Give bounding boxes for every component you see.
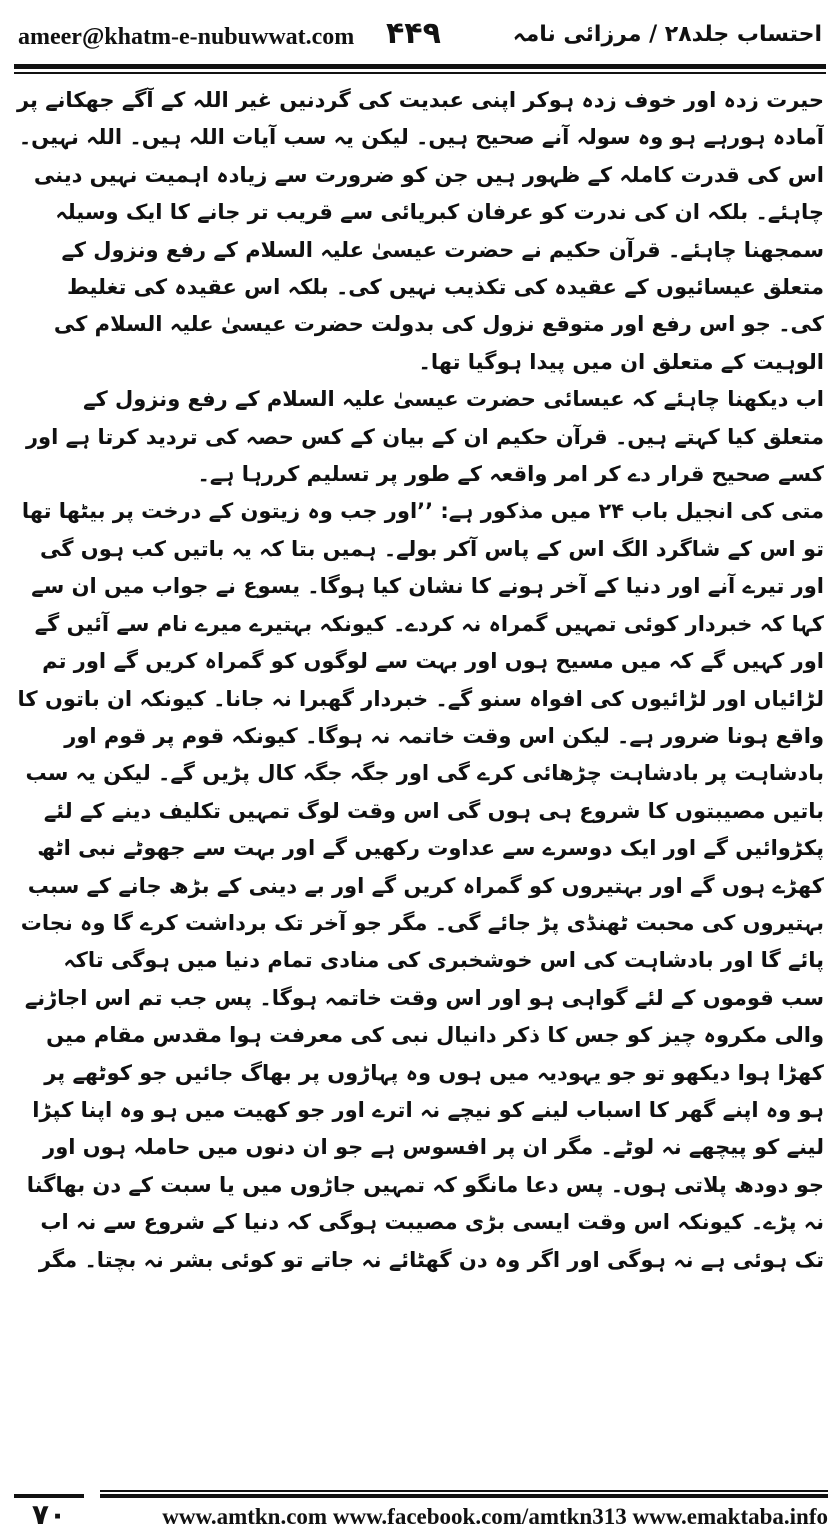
footer-links: www.amtkn.com www.facebook.com/amtkn313 www.emaktaba.info (162, 1504, 828, 1529)
footer-page-number: ۷۰ (14, 1494, 84, 1532)
header-rule-thick (14, 64, 826, 69)
footer-rule-thin (100, 1490, 828, 1492)
book-title: احتساب جلد۲۸ / مرزائی نامہ (512, 22, 822, 47)
paragraph-3: متی کی انجیل باب ۲۴ میں مذکور ہے: ’’اور جب وہ زیتون کے درخت پر بیٹھا تھا تو اس کے شاگرد الگ اس کے پاس آکر بولے۔ ہمیں بتا کہ یہ باتیں کب ہوں گی اور تیرے آنے اور دنیا کے آخر ہونے کا نشان کیا ہوگا۔ یسوع نے جواب میں ان سے کہا کہ خبردار کوئی تمہیں گمراہ نہ کردے۔ کیونکہ بہتیرے میرے نام سے آئیں گے اور کہیں گے کہ میں مسیح ہوں اور بہت سے لوگوں کو گمراہ کریں گے اور تم لڑائیاں اور لڑائیوں کی افواہ سنو گے۔ خبردار گھبرا نہ جانا۔ کیونکہ ان باتوں کا واقع ہونا ضرور ہے۔ لیکن اس وقت خاتمہ نہ ہوگا۔ کیونکہ قوم پر قوم اور بادشاہت پر بادشاہت چڑھائی کرے گی اور جگہ جگہ کال پڑیں گے۔ لیکن یہ سب باتیں مصیبتوں کا شروع ہی ہوں گی اس وقت لوگ تمہیں تکلیف دینے کے لئے پکڑوائیں گے اور ایک دوسرے سے عداوت رکھیں گے اور بہت سے جھوٹے نبی اٹھ کھڑے ہوں گے اور بہتیروں کو گمراہ کریں گے اور بے دینی کے بڑھ جانے کے سبب بہتیروں کی محبت ٹھنڈی پڑ جائے گی۔ مگر جو آخر تک برداشت کرے گا وہ نجات پائے گا اور بادشاہت کی اس خوشخبری کی منادی تمام دنیا میں ہوگی تاکہ سب قوموں کے لئے گواہی ہو اور اس وقت خاتمہ ہوگا۔ پس جب تم اس اجاڑنے والی مکروہ چیز کو جس کا ذکر دانیال نبی کی معرفت ہوا مقدس مقام میں کھڑا ہوا دیکھو تو جو یہودیہ میں ہوں وہ پہاڑوں پر بھاگ جائیں جو کوٹھے پر ہو وہ اپنے گھر کا اسباب لینے کو نیچے نہ اترے اور جو کھیت میں ہو وہ اپنا کپڑا لینے کو پیچھے نہ لوٹے۔ مگر ان پر افسوس ہے جو ان دنوں میں حاملہ ہوں اور جو دودھ پلاتی ہوں۔ پس دعا مانگو کہ تمہیں جاڑوں میں یا سبت کے دن بھاگنا نہ پڑے۔ کیونکہ اس وقت ایسی بڑی مصیبت ہوگی کہ دنیا کے شروع سے نہ اب تک ہوئی ہے نہ ہوگی اور اگر وہ دن گھٹائے نہ جاتے تو کوئی بشر نہ بچتا۔ مگر (17, 499, 824, 1272)
header-rule-thin (14, 72, 826, 74)
page-body (16, 82, 824, 1480)
paragraph-2: اب دیکھنا چاہئے کہ عیسائی حضرت عیسیٰ علیہ السلام کے رفع ونزول کے متعلق کیا کہتے ہیں۔ قرآن حکیم ان کے بیان کے کس حصہ کی تردید کرتا ہے اور کسے صحیح قرار دے کر امر واقعہ کے طور پر تسلیم کررہا ہے۔ (25, 387, 824, 487)
book-page-number: ۴۴۹ (386, 16, 441, 51)
email-address: ameer@khatm-e-nubuwwat.com (18, 24, 355, 50)
footer-rule-thick (100, 1494, 828, 1498)
page-header (0, 0, 840, 70)
paragraph-1: حیرت زدہ اور خوف زدہ ہوکر اپنی عبدیت کی گردنیں غیر اللہ کے آگے جھکانے پر آمادہ ہورہے ہو وہ سولہ آنے صحیح ہیں۔ لیکن یہ سب آیات اللہ ہیں۔ اللہ نہیں۔ اس کی قدرت کاملہ کے ظہور ہیں جن کو ضرورت سے زیادہ اہمیت نہیں دینی چاہئے۔ بلکہ ان کی ندرت کو عرفان کبریائی سے قریب تر جانے کا ایک وسیلہ سمجھنا چاہئے۔ قرآن حکیم نے حضرت عیسیٰ علیہ السلام کے رفع ونزول کے متعلق عیسائیوں کے عقیدہ کی تکذیب نہیں کی۔ بلکہ اس عقیدہ کی تغلیط کی۔ جو اس رفع اور متوقع نزول کی بدولت حضرت عیسیٰ علیہ السلام کی الوہیت کے متعلق ان میں پیدا ہوگیا تھا۔ (16, 88, 824, 374)
